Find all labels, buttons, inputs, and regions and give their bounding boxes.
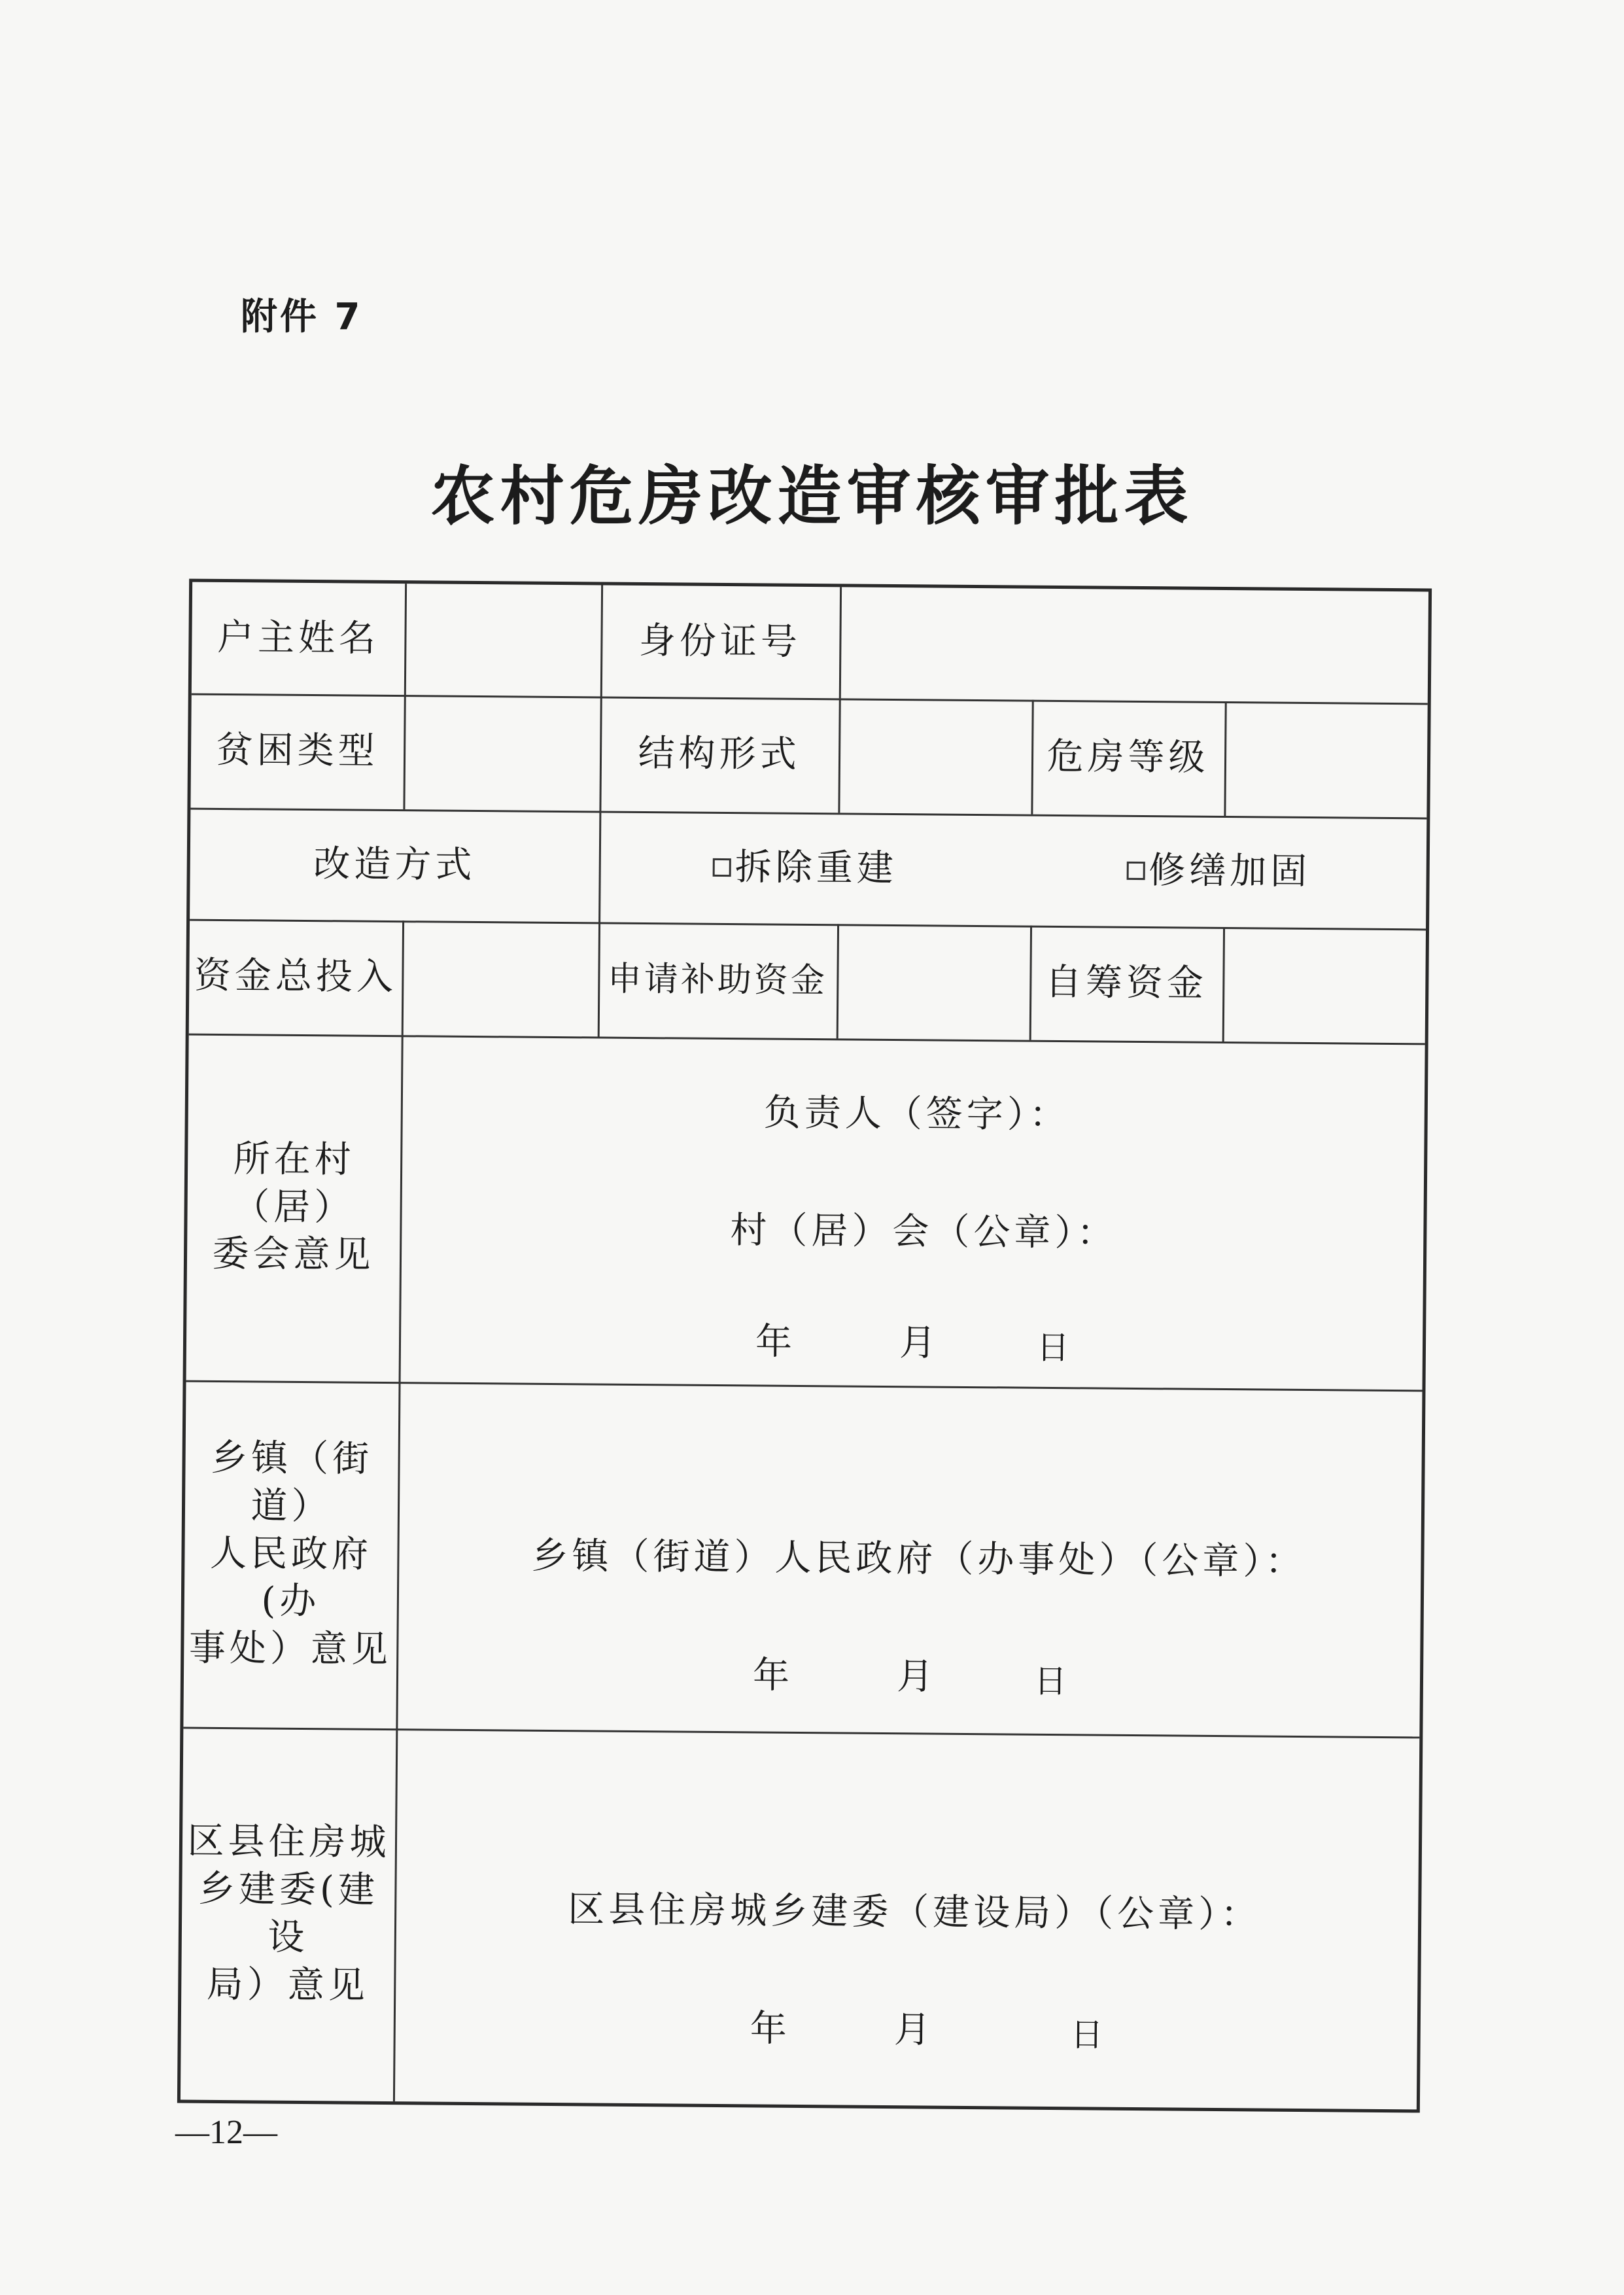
village-date-day: 日 — [1036, 1328, 1074, 1367]
id-number-label: 身份证号 — [638, 619, 802, 663]
renovation-method-label: 改造方式 — [313, 842, 476, 886]
village-date-month: 月 — [899, 1322, 941, 1365]
county-seal-line: 区县住房城乡建委（建设局）（公章）： — [567, 1888, 1262, 1936]
total-investment-label: 资金总投入 — [194, 954, 398, 999]
rebuild-checkbox[interactable] — [713, 858, 731, 877]
village-seal-line: 村（居）会（公章）： — [730, 1209, 1118, 1255]
village-label-line2: 委会意见 — [212, 1233, 375, 1277]
village-signer-line: 负责人（签字）： — [763, 1091, 1071, 1137]
township-government-opinion-label — [183, 1380, 398, 1729]
poverty-type-field[interactable] — [403, 695, 600, 811]
county-housing-committee-opinion-label — [181, 1727, 396, 2102]
village-label-line1: 所在村（居） — [232, 1137, 355, 1229]
option-repair[interactable] — [1011, 814, 1426, 928]
repair-option-label: 修缮加固 — [1148, 849, 1311, 893]
householder-name-label: 户主姓名 — [216, 616, 380, 660]
township-date-month: 月 — [896, 1655, 938, 1698]
township-label-line1: 乡镇（街道） — [210, 1436, 373, 1528]
structure-type-label: 结构形式 — [638, 732, 801, 777]
rebuild-option-label: 拆除重建 — [734, 845, 897, 890]
hazard-grade-field[interactable] — [1224, 701, 1427, 817]
township-label-line2: 人民政府(办 — [209, 1532, 373, 1623]
county-date-day: 日 — [1070, 2016, 1107, 2054]
approval-form-table — [177, 579, 1432, 2113]
form-title: 农村危房改造审核审批表 — [430, 459, 1194, 534]
subsidy-request-field[interactable] — [837, 924, 1030, 1040]
township-date-year: 年 — [752, 1654, 794, 1697]
county-label-line1: 区县住房城 — [187, 1820, 390, 1865]
village-date-year: 年 — [755, 1320, 797, 1363]
householder-name-field[interactable] — [404, 584, 601, 696]
self-funding-field[interactable] — [1222, 927, 1426, 1043]
page-number: —12— — [175, 2114, 277, 2151]
hazard-grade-label: 危房等级 — [1046, 735, 1209, 779]
county-date-month: 月 — [893, 2008, 935, 2052]
township-label-line3: 事处）意见 — [188, 1626, 392, 1672]
county-date-year: 年 — [750, 2007, 791, 2050]
county-label-line2: 乡建委(建设 — [198, 1867, 379, 1959]
id-number-field[interactable] — [839, 587, 1428, 703]
self-funding-label: 自筹资金 — [1045, 960, 1208, 1005]
repair-checkbox[interactable] — [1126, 862, 1145, 880]
village-committee-opinion-label — [186, 1034, 402, 1382]
total-investment-field[interactable] — [402, 920, 598, 1036]
county-label-line3: 局）意见 — [206, 1963, 370, 2007]
subsidy-request-label: 申请补助资金 — [607, 959, 828, 1000]
option-rebuild[interactable] — [598, 811, 1011, 926]
township-seal-line: 乡镇（街道）人民政府（办事处）（公章）： — [531, 1534, 1306, 1584]
structure-type-field[interactable] — [838, 698, 1031, 814]
attachment-label: 附件 7 — [241, 296, 363, 338]
poverty-type-label: 贫困类型 — [216, 729, 379, 773]
township-date-day: 日 — [1033, 1662, 1071, 1701]
